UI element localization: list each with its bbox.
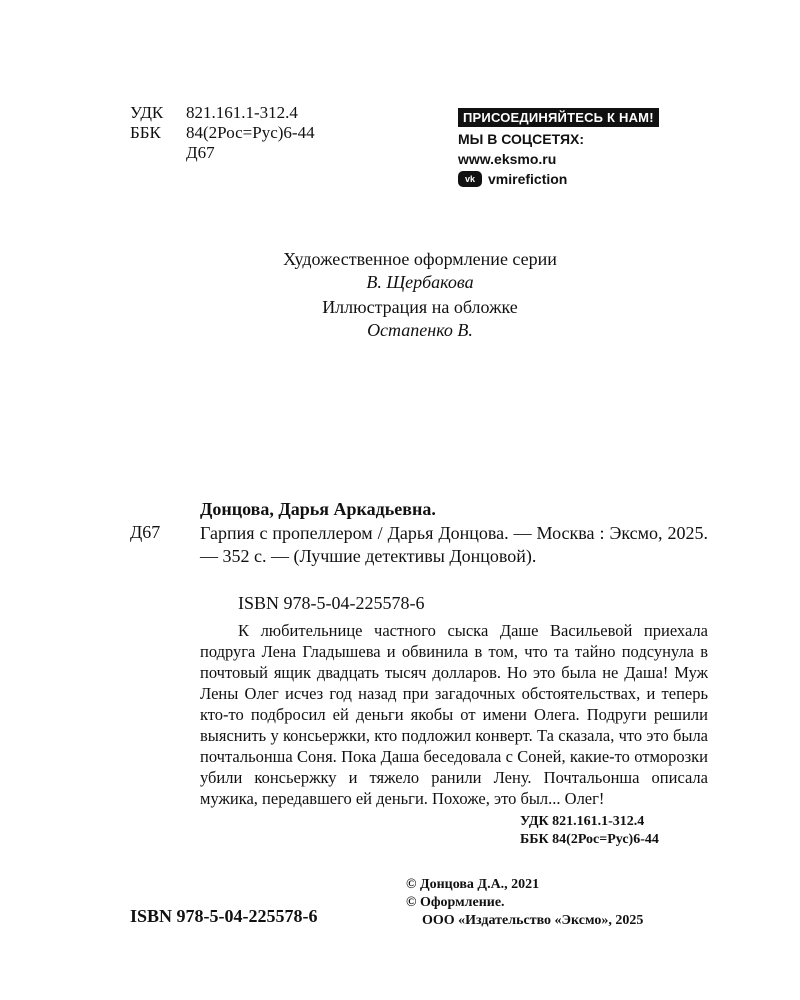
design-name: В. Щербакова bbox=[366, 272, 474, 292]
cover-label: Иллюстрация на обложке bbox=[322, 297, 518, 317]
social-block bbox=[458, 108, 659, 187]
copyright-publisher: ООО «Издательство «Эксмо», 2025 bbox=[422, 913, 644, 928]
design-label: Художественное оформление серии bbox=[283, 249, 557, 269]
vk-link[interactable] bbox=[458, 171, 659, 187]
book-abstract: К любительнице частного сыска Даше Васильевой приехала подруга Лена Гладышева и обвинила в том, что та тайно подсунула в почтовый ящик двадцать тысяч долларов. Но это была не Даша! Муж Лены Олег исчез год назад при загадочных обстоятельствах, и теперь кто-то подбросил ей деньги якобы от имени Олега. Подруги решили выяснить у консьержки, кто подложил конверт. Та сказала, что это была почтальонша Соня. Пока Даша беседовала с Соней, какие-то отморозки убили консьержку и тяжело ранили Лену. Почтальонша описала мужика, передавшего ей деньги. Похоже, это был... Олег! bbox=[200, 621, 708, 808]
cover-name: Остапенко В. bbox=[367, 320, 473, 340]
bbk-value: 84(2Рос=Рус)6-44 bbox=[186, 123, 315, 142]
design-credits bbox=[150, 248, 690, 342]
vk-handle: vmirefiction bbox=[488, 171, 568, 187]
vk-icon: vk bbox=[458, 171, 482, 187]
book-description: Гарпия с пропеллером / Дарья Донцова. — Москва : Эксмо, 2025. — 352 с. — (Лучшие детективы Донцовой). bbox=[200, 523, 708, 566]
author-mark: Д67 bbox=[186, 143, 215, 162]
entry-isbn: ISBN 978-5-04-225578-6 bbox=[238, 593, 425, 613]
footer-bbk: ББК 84(2Рос=Рус)6-44 bbox=[520, 832, 659, 847]
udk-value: 821.161.1-312.4 bbox=[186, 103, 298, 122]
udk-label: УДК bbox=[130, 103, 164, 122]
bbk-label: ББК bbox=[130, 123, 161, 142]
copyright-author: © Донцова Д.А., 2021 bbox=[406, 877, 540, 892]
bbk-row bbox=[130, 123, 315, 143]
entry-code: Д67 bbox=[130, 522, 161, 542]
join-us-banner: ПРИСОЕДИНЯЙТЕСЬ К НАМ! bbox=[458, 108, 659, 127]
author-mark-row bbox=[130, 143, 315, 163]
copyright-block bbox=[406, 876, 643, 930]
isbn-bottom: ISBN 978-5-04-225578-6 bbox=[130, 906, 318, 926]
footer-udk: УДК 821.161.1-312.4 bbox=[520, 814, 645, 829]
footer-classification bbox=[520, 813, 659, 849]
social-subtitle: МЫ В СОЦСЕТЯХ: bbox=[458, 131, 585, 147]
website-link[interactable]: www.eksmo.ru bbox=[458, 151, 557, 167]
book-author: Донцова, Дарья Аркадьевна. bbox=[200, 499, 436, 519]
udk-row bbox=[130, 103, 315, 123]
copyright-design: © Оформление. bbox=[406, 895, 505, 910]
classification-block bbox=[130, 103, 315, 163]
